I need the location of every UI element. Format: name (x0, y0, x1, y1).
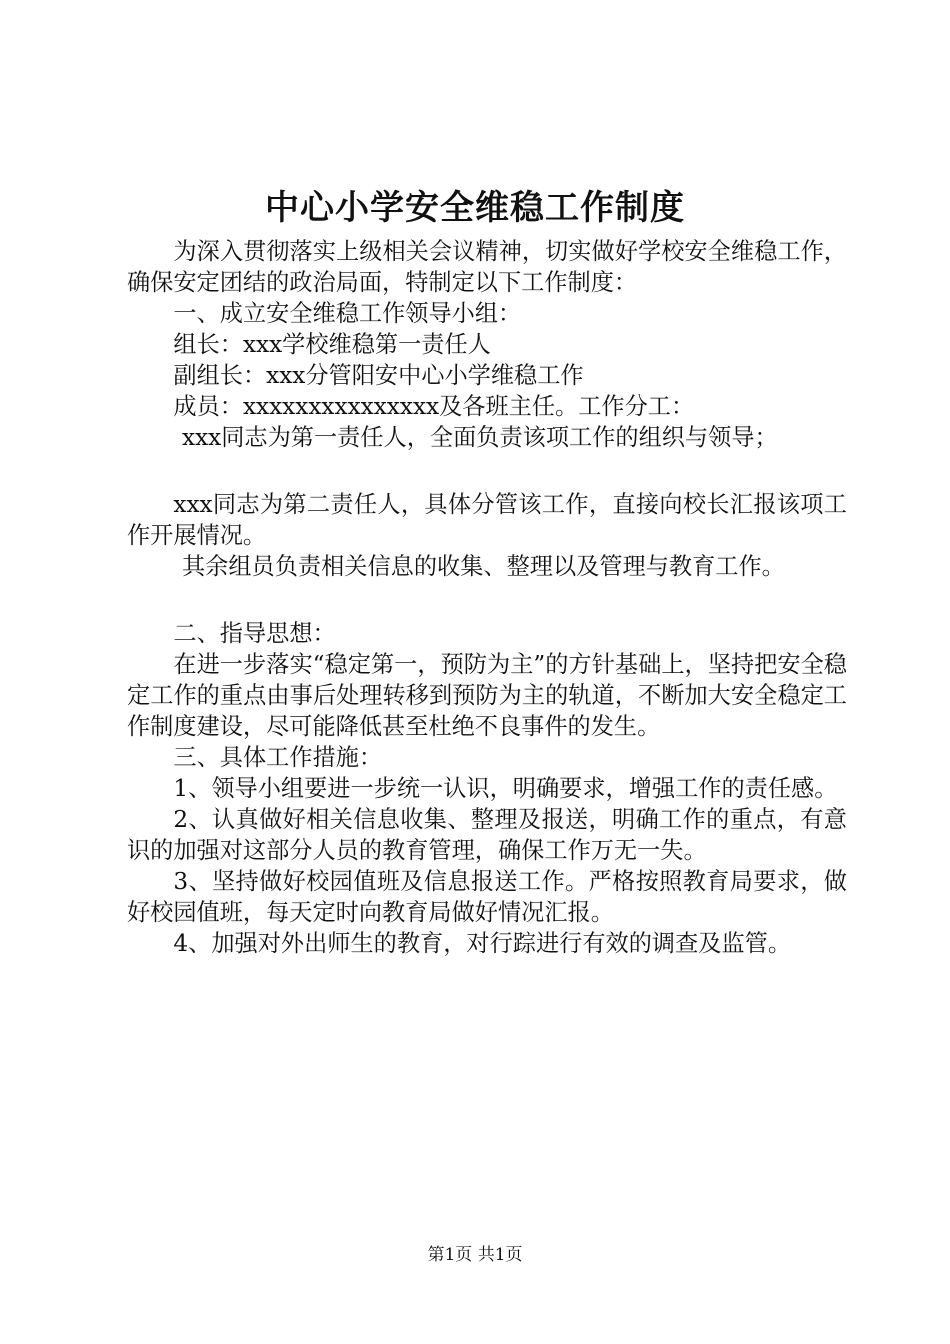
measure-item-4: 4、加强对外出师生的教育，对行踪进行有效的调查及监管。 (173, 930, 792, 957)
page-title: 中心小学安全维稳工作制度 (265, 188, 685, 228)
leader-line: 组长：xxx学校维稳第一责任人 (173, 331, 491, 358)
other-members-line: 其余组员负责相关信息的收集、整理以及管理与教育工作。 (182, 553, 785, 580)
section-heading-leadership: 一、成立安全维稳工作领导小组： (173, 300, 522, 327)
blank-line (127, 582, 847, 618)
intro-paragraph: 为深入贯彻落实上级相关会议精神，切实做好学校安全维稳工作，确保安定团结的政治局面，特制定以下工作制度： (127, 238, 847, 296)
deputy-leader-line: 副组长：xxx分管阳安中心小学维稳工作 (173, 362, 584, 389)
measure-item-1: 1、领导小组要进一步统一认识，明确要求，增强工作的责任感。 (173, 775, 838, 802)
page-footer: 第1页 共1页 (427, 1245, 523, 1265)
second-responsible-paragraph: xxx同志为第二责任人，具体分管该工作，直接向校长汇报该项工作开展情况。 (127, 491, 847, 549)
section-heading-measures: 三、具体工作措施： (173, 744, 383, 771)
document-body (127, 236, 847, 959)
guidance-paragraph: 在进一步落实“稳定第一，预防为主”的方针基础上，坚持把安全稳定工作的重点由事后处理转移到预防为主的轨道，不断加大安全稳定工作制度建设，尽可能降低甚至杜绝不良事件的发生。 (127, 651, 847, 740)
measure-item-2: 2、认真做好相关信息收集、整理及报送，明确工作的重点，有意识的加强对这部分人员的教育管理，确保工作万无一失。 (127, 806, 847, 864)
members-line: 成员：xxxxxxxxxxxxxxx及各班主任。工作分工： (173, 393, 695, 420)
blank-line (127, 453, 847, 489)
section-heading-guidance: 二、指导思想： (173, 620, 336, 647)
measure-item-3: 3、坚持做好校园值班及信息报送工作。严格按照教育局要求，做好校园值班，每天定时向教育局做好情况汇报。 (127, 868, 847, 926)
first-responsible-line: xxx同志为第一责任人，全面负责该项工作的组织与领导； (182, 424, 778, 451)
